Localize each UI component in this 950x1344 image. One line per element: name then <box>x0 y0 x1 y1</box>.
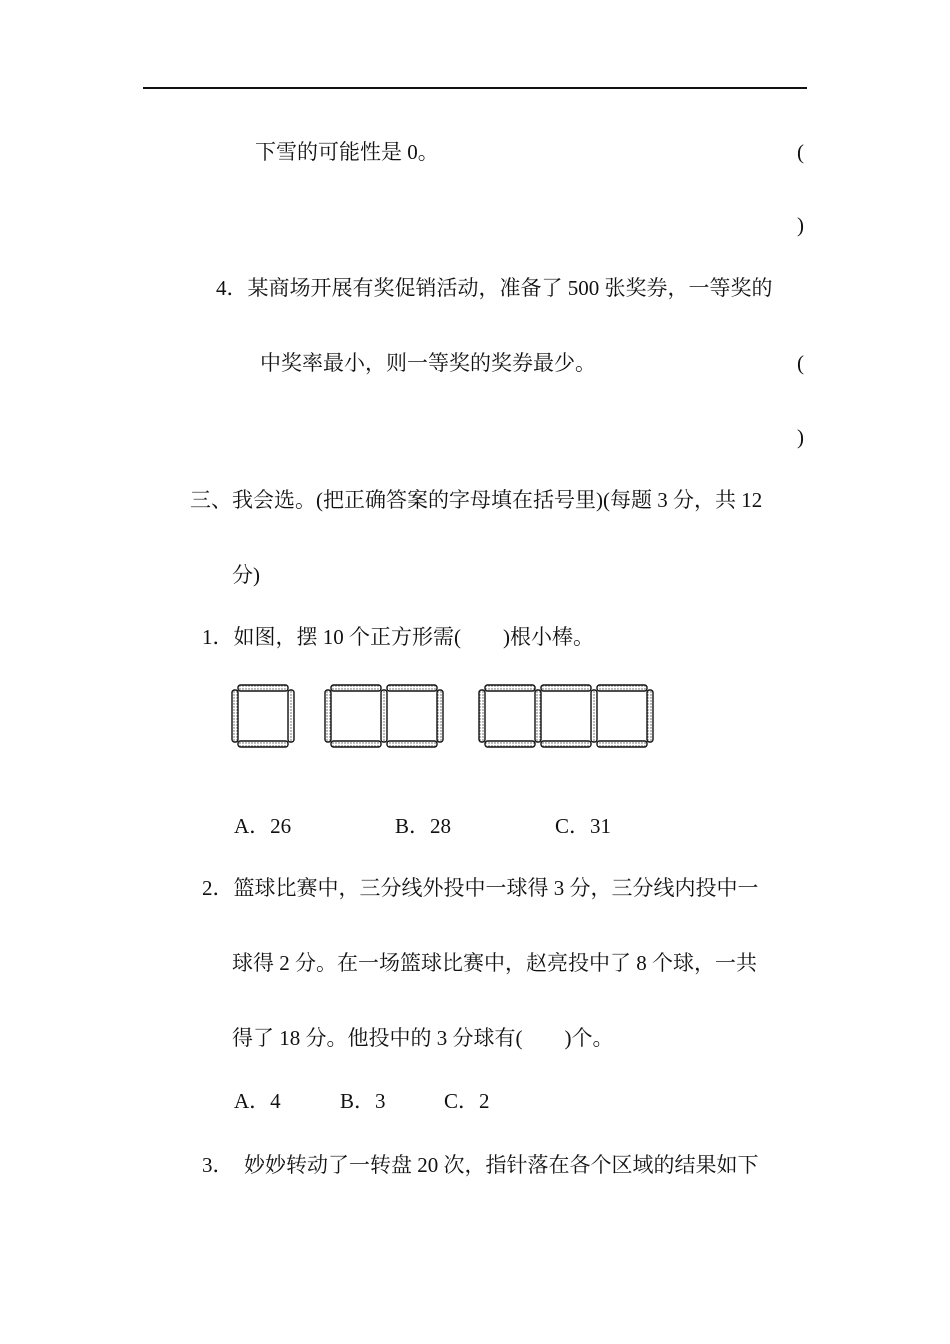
stick-vertical <box>535 690 541 742</box>
q3-text: 3． 妙妙转动了一转盘 20 次，指针落在各个区域的结果如下 <box>202 1153 759 1177</box>
q4-line1: 4．某商场开展有奖促销活动，准备了 500 张奖券，一等奖的 <box>216 276 773 300</box>
q3-answer-paren-close: ) <box>797 213 804 237</box>
stick-horizontal <box>541 685 591 691</box>
stick-vertical <box>232 690 238 742</box>
stick-vertical <box>288 690 294 742</box>
q2-option-a: A．4 <box>234 1089 281 1113</box>
stick-horizontal <box>597 685 647 691</box>
q1-option-c: C．31 <box>555 814 612 838</box>
stick-vertical <box>437 690 443 742</box>
q2-option-c: C．2 <box>444 1089 490 1113</box>
stick-horizontal <box>541 741 591 747</box>
stick-horizontal <box>387 741 437 747</box>
stick-vertical <box>647 690 653 742</box>
q2-line1: 2．篮球比赛中，三分线外投中一球得 3 分，三分线内投中一 <box>202 876 759 900</box>
stick-horizontal <box>238 685 288 691</box>
q4-answer-paren-open: ( <box>797 351 804 375</box>
header-rule <box>143 87 807 89</box>
stick-horizontal <box>485 741 535 747</box>
stick-vertical <box>325 690 331 742</box>
stick-squares-figure <box>230 682 670 752</box>
stick-vertical <box>479 690 485 742</box>
stick-horizontal <box>485 685 535 691</box>
stick-horizontal <box>238 741 288 747</box>
stick-horizontal <box>387 685 437 691</box>
stick-vertical <box>381 690 387 742</box>
section3-header-line2: 分) <box>232 563 260 587</box>
stick-vertical <box>591 690 597 742</box>
q4-answer-paren-close: ) <box>797 425 804 449</box>
q1-option-a: A．26 <box>234 814 292 838</box>
q4-line2: 中奖率最小，则一等奖的奖券最少。 <box>260 351 596 375</box>
q1-option-b: B．28 <box>395 814 452 838</box>
q2-option-b: B．3 <box>340 1089 386 1113</box>
q2-line2: 球得 2 分。在一场篮球比赛中，赵亮投中了 8 个球，一共 <box>232 951 757 975</box>
q1-text: 1．如图，摆 10 个正方形需( )根小棒。 <box>202 625 594 649</box>
stick-horizontal <box>597 741 647 747</box>
section3-header-line1: 三、我会选。(把正确答案的字母填在括号里)(每题 3 分，共 12 <box>190 488 763 512</box>
q3-answer-paren-open: ( <box>797 140 804 164</box>
q2-line3: 得了 18 分。他投中的 3 分球有( )个。 <box>232 1026 614 1050</box>
stick-horizontal <box>331 741 381 747</box>
stick-horizontal <box>331 685 381 691</box>
q3-continuation: 下雪的可能性是 0。 <box>255 140 439 164</box>
